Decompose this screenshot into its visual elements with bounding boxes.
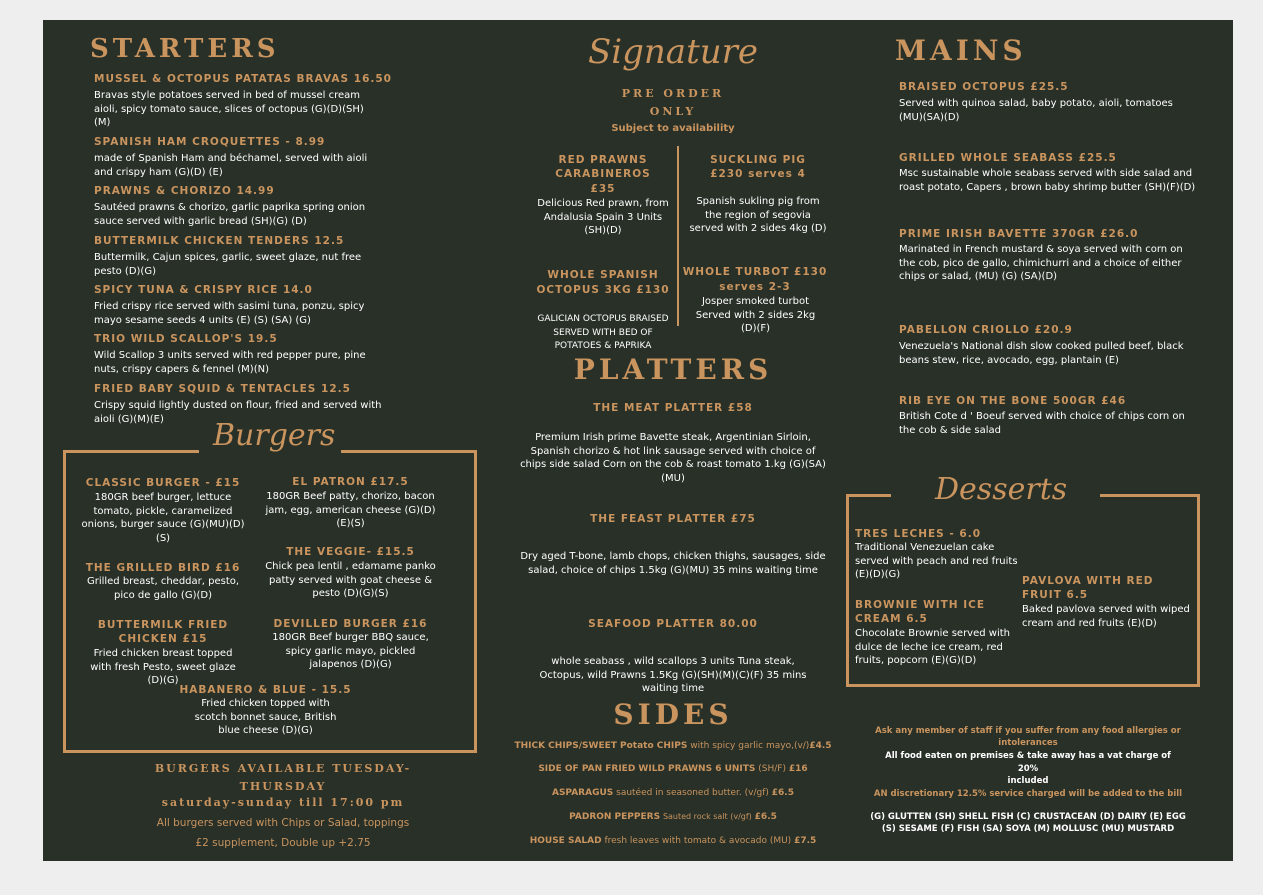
platter-title: THE FEAST PLATTER £75 — [590, 513, 756, 525]
platter-title: THE MEAT PLATTER £58 — [593, 402, 753, 414]
burger-title: CLASSIC BURGER - £15 — [85, 477, 241, 489]
platter-title: SEAFOOD PLATTER 80.00 — [588, 618, 758, 630]
starter-desc: Bravas style potatoes served in bed of mussel cream aioli, spicy tomato sauce, slices of octopus (G)(D)(SH)(M) — [94, 90, 364, 128]
main-title: RIB EYE ON THE BONE 500GR £46 — [899, 395, 1127, 407]
availability-label: Subject to availability — [611, 123, 735, 134]
starter-title: PRAWNS & CHORIZO 14.99 — [94, 185, 275, 197]
signature-price: serves 2-3 — [719, 281, 791, 293]
desserts-frame-top-right — [1100, 494, 1200, 497]
side-price: £7.5 — [794, 836, 817, 846]
signature-title: WHOLE TURBOT £130 — [682, 266, 828, 278]
signature-desc: GALICIAN OCTOPUS BRAISED SERVED WITH BED OF POTATOES & PAPRIKA — [537, 314, 669, 351]
burgers-note-supplement: £2 supplement, Double up +2.75 — [195, 837, 371, 849]
preorder-only-label: ONLY — [649, 105, 697, 118]
platter-desc: Dry aged T-bone, lamb chops, chicken thighs, sausages, side salad, choice of chips 1.5kg (G)(MU) 35 mins waiting time — [520, 551, 826, 576]
burgers-availability-2: THURSDAY — [239, 780, 327, 793]
side-item — [505, 740, 841, 752]
vat-notice: All food eaten on premises & take away has a vat charge of — [885, 751, 1171, 761]
dessert-title: TRES LECHES - 6.0 — [855, 528, 981, 540]
side-desc: with spicy garlic mayo,(v/) — [690, 741, 810, 751]
allergy-notice: Ask any member of staff if you suffer from any food allergies or intolerances — [875, 726, 1181, 748]
side-item — [505, 763, 841, 775]
signature-title: SUCKLING PIG — [710, 154, 806, 166]
burger-desc: Chick pea lentil , edamame panko patty served with goat cheese & pesto (D)(G)(S) — [265, 561, 436, 599]
burgers-frame-top-left — [63, 450, 199, 453]
starters-heading: STARTERS — [90, 34, 280, 64]
side-name: SIDE OF PAN FRIED WILD PRAWNS 6 UNITS — [538, 764, 756, 774]
allergen-legend-1: (G) GLUTTEN (SH) SHELL FISH (C) CRUSTACEAN (D) DAIRY (E) EGG — [870, 812, 1186, 822]
signature-price: £230 serves 4 — [710, 168, 806, 180]
starter-desc: Sautéed prawns & chorizo, garlic paprika spring onion sauce served with garlic bread (SH)(G) (D) — [94, 202, 366, 227]
burger-title: HABANERO & BLUE - 15.5 — [179, 684, 352, 696]
dessert-title: PAVLOVA WITH RED FRUIT 6.5 — [1022, 575, 1154, 601]
side-item — [505, 835, 841, 847]
signature-title: WHOLE SPANISH — [547, 269, 659, 281]
signature-title: OCTOPUS 3KG £130 — [536, 284, 670, 296]
side-name: THICK CHIPS/SWEET Potato CHIPS — [514, 741, 688, 751]
platter-desc: Premium Irish prime Bavette steak, Argentinian Sirloin, Spanish chorizo & hot link sausage served with choice of chips side salad Corn on the cob & roast tomato 1.kg (G)(SA)(MU) — [520, 432, 826, 484]
signature-price: £35 — [590, 183, 616, 195]
starter-desc: made of Spanish Ham and béchamel, served with aioli and crispy ham (G)(D) (E) — [94, 153, 368, 178]
allergen-legend-2: (S) SESAME (F) FISH (SA) SOYA (M) MOLLUSC (MU) MUSTARD — [881, 824, 1175, 834]
signature-desc: Spanish sukling pig from the region of segovia served with 2 sides 4kg (D) — [689, 196, 827, 234]
side-desc: fresh leaves with tomato & avocado (MU) — [604, 836, 792, 846]
main-desc: Served with quinoa salad, baby potato, aioli, tomatoes (MU)(SA)(D) — [899, 98, 1173, 123]
starter-title: FRIED BABY SQUID & TENTACLES 12.5 — [94, 383, 351, 395]
main-desc: Venezuela's National dish slow cooked pulled beef, black beans stew, rice, avocado, egg, plantain (E) — [899, 341, 1184, 366]
side-name: PADRON PEPPERS — [569, 812, 661, 822]
starter-desc: Buttermilk, Cajun spices, garlic, sweet glaze, nut free pesto (D)(G) — [94, 252, 362, 277]
burgers-heading: Burgers — [213, 418, 336, 453]
side-price: £16 — [788, 764, 808, 774]
side-price: £6.5 — [754, 812, 777, 822]
starter-title: MUSSEL & OCTOPUS PATATAS BRAVAS 16.50 — [94, 73, 392, 85]
burger-title: BUTTERMILK FRIED CHICKEN £15 — [97, 619, 229, 645]
signature-heading: Signature — [587, 32, 759, 72]
burger-title: THE VEGGIE- £15.5 — [286, 546, 415, 558]
platters-heading: PLATTERS — [573, 353, 773, 386]
desserts-heading: Desserts — [935, 472, 1068, 507]
sides-heading: SIDES — [613, 698, 733, 731]
dessert-desc: Traditional Venezuelan cake served with peach and red fruits (E)(D)(G) — [855, 542, 1018, 580]
main-desc: Marinated in French mustard & soya served with corn on the cob, pico de gallo, chimichurri and a choice of either chips or salad, (MU) (G) (SA)(D) — [899, 244, 1183, 282]
burger-title: EL PATRON £17.5 — [292, 476, 409, 488]
side-desc: Sauted rock salt (v/gf) — [662, 812, 752, 821]
dessert-desc: Baked pavlova served with wiped cream and red fruits (E)(D) — [1022, 604, 1190, 629]
starter-desc: Crispy squid lightly dusted on flour, fried and served with aioli (G)(M)(E) — [94, 400, 382, 425]
burgers-note-toppings: All burgers served with Chips or Salad, toppings — [156, 817, 410, 829]
main-title: BRAISED OCTOPUS £25.5 — [899, 81, 1069, 93]
dessert-desc: Chocolate Brownie served with dulce de leche ice cream, red fruits, popcorn (E)(G)(D) — [855, 628, 1010, 666]
menu-board — [43, 20, 1233, 861]
side-item — [505, 811, 841, 823]
burger-desc: Fried chicken topped with scotch bonnet sauce, British blue cheese (D)(G) — [194, 698, 337, 736]
side-item — [505, 787, 841, 799]
vat-included: included — [1007, 776, 1049, 786]
burgers-availability-1: BURGERS AVAILABLE TUESDAY- — [154, 762, 412, 775]
starter-desc: Fried crispy rice served with sasimi tuna, ponzu, spicy mayo sesame seeds 4 units (E) (S) (SA) (G) — [94, 301, 365, 326]
signature-desc: Josper smoked turbot Served with 2 sides 2kg (D)(F) — [695, 296, 816, 334]
main-title: PABELLON CRIOLLO £20.9 — [899, 324, 1073, 336]
burgers-frame-top-right — [341, 450, 477, 453]
starter-title: TRIO WILD SCALLOP'S 19.5 — [94, 333, 278, 345]
side-price: £4.5 — [809, 741, 832, 751]
burgers-availability-3: saturday-sunday till 17:00 pm — [161, 796, 405, 809]
main-desc: Msc sustainable whole seabass served with side salad and roast potato, Capers , brown baby shrimp butter (SH)(F)(D) — [899, 168, 1196, 193]
starter-title: BUTTERMILK CHICKEN TENDERS 12.5 — [94, 235, 345, 247]
burger-title: DEVILLED BURGER £16 — [273, 618, 428, 630]
starter-title: SPICY TUNA & CRISPY RICE 14.0 — [94, 284, 313, 296]
preorder-label: PRE ORDER — [621, 87, 725, 100]
signature-title: CARABINEROS — [555, 168, 651, 180]
side-name: HOUSE SALAD — [529, 836, 602, 846]
platter-desc: whole seabass , wild scallops 3 units Tuna steak, Octopus, wild Prawns 1.5Kg (G)(SH)(M)(C)(F) 35 mins waiting time — [539, 656, 807, 694]
burger-desc: Fried chicken breast topped with fresh Pesto, sweet glaze (D)(G) — [90, 648, 236, 686]
main-desc: British Cote d ' Boeuf served with choice of chips corn on the cob & side salad — [899, 411, 1185, 436]
signature-title: RED PRAWNS — [558, 154, 648, 166]
burger-desc: 180GR Beef burger BBQ sauce, spicy garlic mayo, pickled jalapenos (D)(G) — [272, 632, 429, 670]
desserts-frame-top-left — [846, 494, 891, 497]
burger-desc: Grilled breast, cheddar, pesto, pico de gallo (G)(D) — [86, 576, 240, 601]
side-name: ASPARAGUS — [551, 788, 614, 798]
signature-divider — [677, 146, 679, 326]
burger-desc: 180GR beef burger, lettuce tomato, pickle, caramelized onions, burger sauce (G)(MU)(D)(S) — [81, 492, 245, 544]
starter-title: SPANISH HAM CROQUETTES - 8.99 — [94, 136, 326, 148]
vat-rate: 20% — [1017, 764, 1039, 774]
dessert-title: BROWNIE WITH ICE CREAM 6.5 — [855, 599, 985, 625]
side-price: £6.5 — [771, 788, 794, 798]
mains-heading: MAINS — [895, 34, 1027, 67]
main-title: GRILLED WHOLE SEABASS £25.5 — [899, 152, 1117, 164]
main-title: PRIME IRISH BAVETTE 370GR £26.0 — [899, 228, 1139, 240]
signature-desc: Delicious Red prawn, from Andalusia Spain 3 Units (SH)(D) — [537, 198, 669, 236]
starter-desc: Wild Scallop 3 units served with red pepper pure, pine nuts, crispy capers & fennel (M)(N) — [94, 350, 366, 375]
service-charge-notice: AN discretionary 12.5% service charged will be added to the bill — [873, 789, 1183, 799]
burger-title: THE GRILLED BIRD £16 — [85, 562, 241, 574]
burger-desc: 180GR Beef patty, chorizo, bacon jam, egg, american cheese (G)(D)(E)(S) — [265, 491, 436, 529]
side-desc: sautéed in seasoned butter. (v/gf) — [616, 788, 769, 798]
side-desc: (SH/F) — [758, 764, 786, 774]
